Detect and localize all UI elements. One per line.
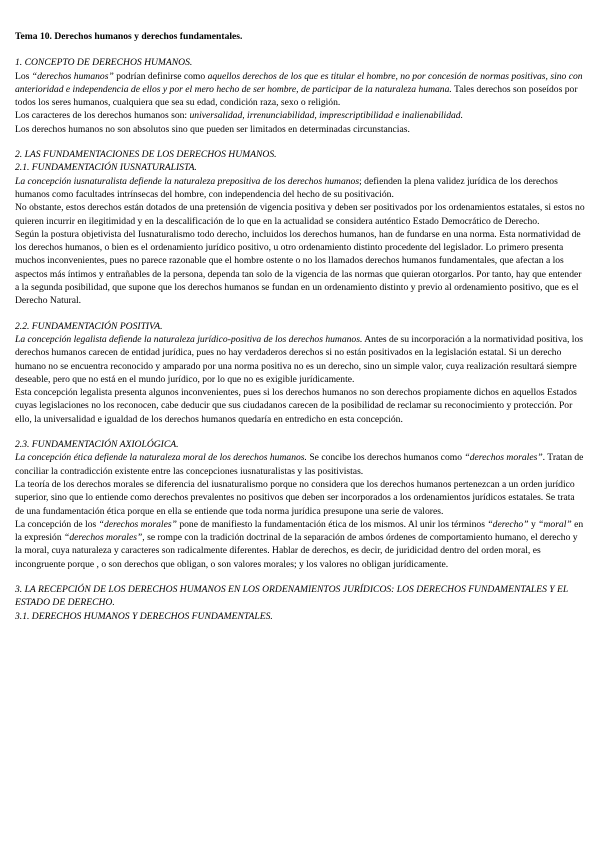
section-1: [15, 56, 586, 136]
section-3-heading: 3. LA RECEPCIÓN DE LOS DERECHOS HUMANOS EN LOS ORDENAMIENTOS JURÍDICOS: LOS DERECHOS FUNDAMENTALES Y EL ESTADO DE DERECHO.: [15, 583, 569, 609]
document-title: Tema 10. Derechos humanos y derechos fundamentales.: [15, 31, 243, 42]
section-1-heading: 1. CONCEPTO DE DERECHOS HUMANOS.: [15, 57, 193, 69]
section-2-1-heading: 2.1. FUNDAMENTACIÓN IUSNATURALISTA.: [15, 162, 197, 174]
section-2-1-paragraph-2: No obstante, estos derechos están dotados de una pretensión de vigencia positiva y deben ser positivados por los ordenamientos estatales, si estos no quieren incurrir en ilegitimidad y en la descalificación de lo que en la actualidad se considera auténtico Estado Democrático de Derecho.: [15, 202, 585, 227]
section-2-3-paragraph-3: La concepción de los “derechos morales” pone de manifiesto la fundamentación ética de los mismos. Al unir los términos “derecho” y “moral” en la expresión “derechos morales”, se rompe con la tradición doctrinal de la separación de ambos órdenes de comportamiento humano, el derecho y la moral, cuya naturaleza y caracteres son radicalmente diferentes. Hablar de derechos, es decir, de juridicidad dentro del orden moral, es incongruente porque , o son derechos que obligan, o son valores morales; y los valores no obligan jurídicamente.: [15, 518, 584, 570]
section-2-heading: 2. LAS FUNDAMENTACIONES DE LOS DERECHOS HUMANOS.: [15, 149, 277, 161]
section-1-paragraph-2: Los caracteres de los derechos humanos son: universalidad, irrenunciabilidad, imprescriptibilidad e inalienabilidad.: [15, 110, 463, 122]
section-1-paragraph-1: Los “derechos humanos” podrían definirse como aquellos derechos de los que es titular el hombre, no por concesión de normas positivas, sino con anterioridad e independencia de ellos y por el mero hecho de ser hombre, de participar de la naturaleza humana. Tales derechos son poseídos por todos los seres humanos, cualquiera que sea su edad, condición raza, sexo o religión.: [15, 70, 583, 109]
section-1-paragraph-3: Los derechos humanos no son absolutos sino que pueden ser limitados en determinadas circunstancias.: [15, 123, 410, 135]
section-2-1-paragraph-3: Según la postura objetivista del Iusnaturalismo todo derecho, incluidos los derechos humanos, han de fundarse en una norma. Esta normatividad de los derechos humanos, o bien es el ordenamiento jurídico positivo, u otro ordenamiento distinto procedente del legislador. Lo primero presenta muchos inconvenientes, pues no parece razonable que el hombre ostente o no los llamados derechos humanos fundamentales, que afectan a los aspectos más íntimos y entrañables de la persona, dependa tan solo de la vigencia de las normas que quieran otorgarlos. Por tanto, hay que entender a la segunda posibilidad, que supone que los derechos humanos se fundan en un ordenamiento distinto y previo al ordenamiento positivo, que es el Derecho Natural.: [15, 228, 582, 307]
section-2-1-paragraph-1: La concepción iusnaturalista defiende la naturaleza prepositiva de los derechos humanos; defienden la plena validez jurídica de los derechos humanos como facultades intrínsecas del hombre, con independencia del hecho de su positivación.: [15, 175, 558, 200]
section-2-3-heading: 2.3. FUNDAMENTACIÓN AXIOLÓGICA.: [15, 439, 179, 451]
section-2-3-paragraph-2: La teoría de los derechos morales se diferencia del iusnaturalismo porque no considera que los derechos humanos pertenezcan a un orden jurídico superior, sino que lo entiende como derechos prevalentes no positivos que deben ser incorporados a los ordenamientos jurídicos estatales. Se trata de una fundamentación ética porque en ella se entiende que toda norma jurídica presupone una serie de valores.: [15, 478, 575, 517]
section-2: [15, 148, 586, 308]
section-2-2-paragraph-2: Esta concepción legalista presenta algunos inconvenientes, pues si los derechos humanos no son derechos propiamente dichos en aquellos Estados cuyas legislaciones no los reconocen, cabe deducir que sus ciudadanos carecen de la posibilidad de reclamar su reconocimiento y protección. Por ello, la universalidad e igualdad de los derechos humanos quedaría en entredicho en esta concepción.: [15, 387, 577, 425]
section-2-3: [15, 438, 586, 571]
section-2-2-heading: 2.2. FUNDAMENTACIÓN POSITIVA.: [15, 320, 163, 332]
section-3: [15, 583, 586, 623]
section-2-3-paragraph-1: La concepción ética defiende la naturaleza moral de los derechos humanos. Se concibe los derechos humanos como “derechos morales”. Tratan de conciliar la contradicción existente entre las concepciones iusnaturalistas y las positivistas.: [15, 452, 584, 477]
section-2-2-paragraph-1: La concepción legalista defiende la naturaleza jurídico-positiva de los derechos humanos. Antes de su incorporación a la normatividad positiva, los derechos humanos carecen de entidad jurídica, pues no hay verdaderos derechos si no están positivados en la legislación estatal. Si un derecho humano no se encuentra reconocido y amparado por una norma positiva no es un derecho, sino un simple valor, cuya realización resultará siempre deseable, pero que no está en el mundo jurídico, por lo que no es exigible jurídicamente.: [15, 333, 583, 385]
section-2-2: [15, 320, 586, 426]
section-3-1-heading: 3.1. DERECHOS HUMANOS Y DERECHOS FUNDAMENTALES.: [15, 610, 273, 622]
